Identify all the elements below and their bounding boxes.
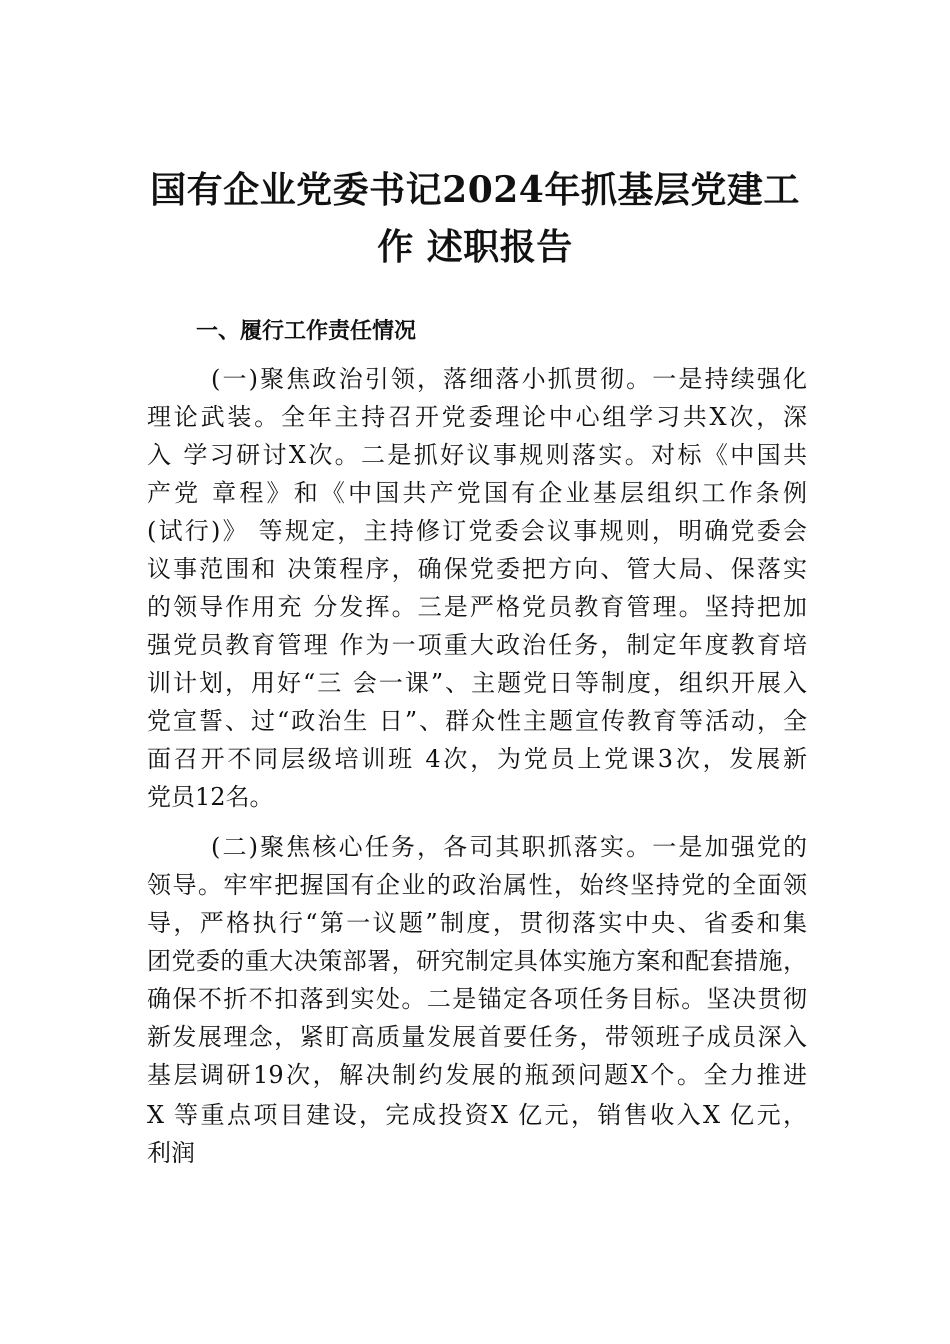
paragraph-2-line: (二)聚焦核心任务，各司其职抓落实。一是加强党的 xyxy=(211,833,807,861)
paragraph-2-line: 领导。牢牢把握国有企业的政治属性，始终坚持党的全面领 xyxy=(147,871,807,899)
paragraph-2-line: 基层调研19次，解决制约发展的瓶颈问题X个。全力推进 xyxy=(147,1061,807,1089)
paragraph-1-line: (试行)》 等规定，主持修订党委会议事规则，明确党委会 xyxy=(147,517,807,545)
paragraph-1-line: 党宣誓、过“政治生 日”、群众性主题宣传教育等活动，全 xyxy=(147,707,807,735)
paragraph-1-line: 党员12名。 xyxy=(147,783,274,811)
paragraph-1-line: 产党 章程》和《中国共产党国有企业基层组织工作条例 xyxy=(147,479,807,507)
section-heading: 一、履行工作责任情况 xyxy=(196,319,417,344)
paragraph-1-line: 面召开不同层级培训班 4次，为党员上党课3次，发展新 xyxy=(147,745,807,773)
paragraph-1-line: 入 学习研讨X次。二是抓好议事规则落实。对标《中国共 xyxy=(147,441,807,469)
paragraph-1-line: 强党员教育管理 作为一项重大政治任务，制定年度教育培 xyxy=(147,631,807,659)
paragraph-1-line: 的领导作用充 分发挥。三是严格党员教育管理。坚持把加 xyxy=(147,593,807,621)
paragraph-2-line: 团党委的重大决策部署，研究制定具体实施方案和配套措施， xyxy=(147,947,807,975)
paragraph-2-line: X 等重点项目建设，完成投资X 亿元，销售收入X 亿元， xyxy=(147,1101,807,1129)
paragraph-2-line: 确保不折不扣落到实处。二是锚定各项任务目标。坚决贯彻 xyxy=(147,985,807,1013)
document-title-line-2: 作 述职报告 xyxy=(377,226,573,268)
paragraph-1-line: 训计划，用好“三 会一课”、主题党日等制度，组织开展入 xyxy=(147,669,807,697)
paragraph-2-line: 导，严格执行“第一议题”制度，贯彻落实中央、省委和集 xyxy=(147,909,807,937)
paragraph-1-line: 理论武装。全年主持召开党委理论中心组学习共X次，深 xyxy=(147,403,807,431)
document-title-line-1: 国有企业党委书记2024年抓基层党建工 xyxy=(150,169,800,211)
paragraph-2-line: 新发展理念，紧盯高质量发展首要任务，带领班子成员深入 xyxy=(147,1023,807,1051)
paragraph-1-line: (一)聚焦政治引领，落细落小抓贯彻。一是持续强化 xyxy=(211,365,807,393)
paragraph-1-line: 议事范围和 决策程序，确保党委把方向、管大局、保落实 xyxy=(147,555,807,583)
paragraph-2-line: 利润 xyxy=(147,1139,195,1167)
